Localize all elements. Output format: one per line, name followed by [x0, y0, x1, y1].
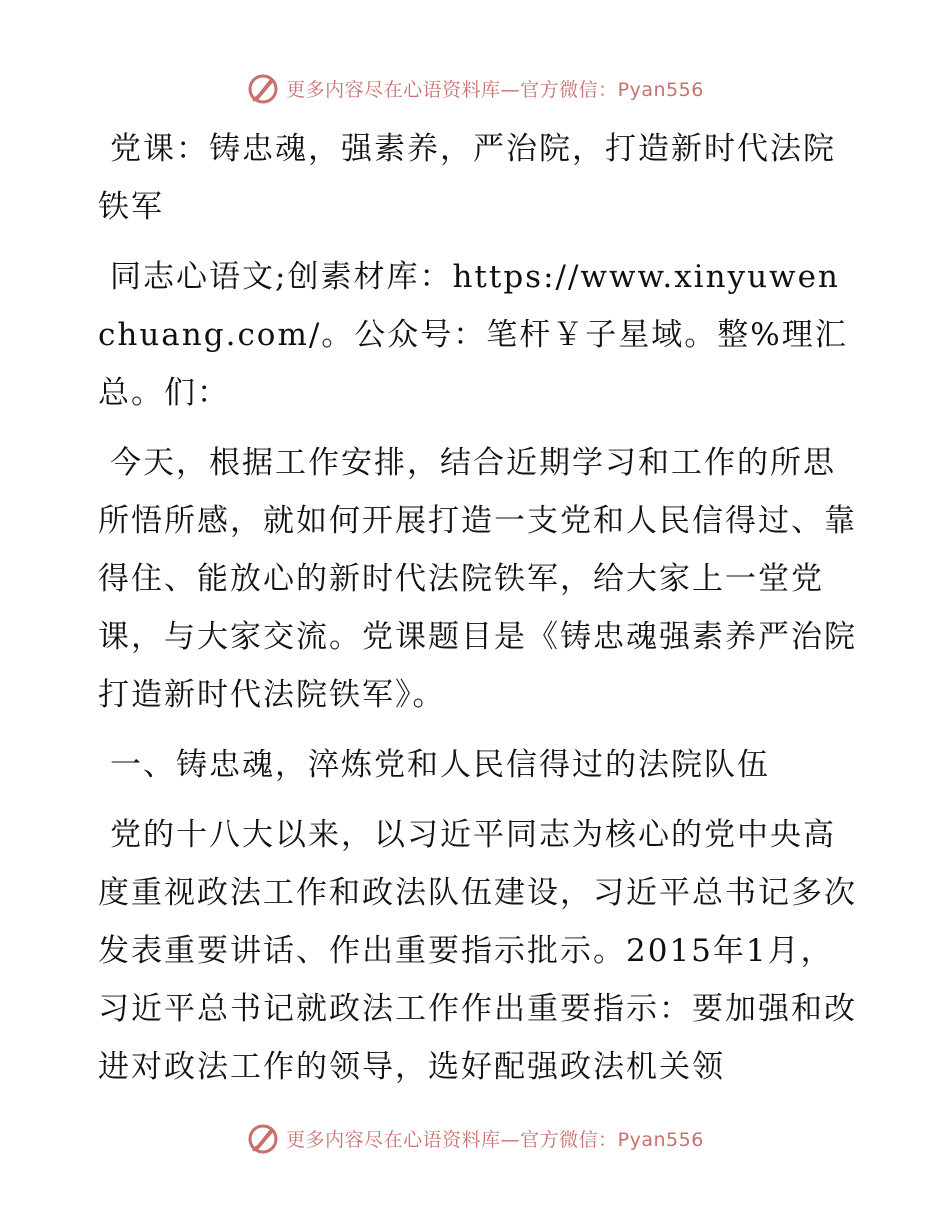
paragraph-intro: 同志心语文;创素材库：https://www.xinyuwenchuang.com/。公众号：笔杆￥子星域。整%理汇总。们： [98, 259, 848, 411]
quill-pen-circle-icon [246, 1121, 280, 1155]
section-heading-1: 一、铸忠魂，淬炼党和人民信得过的法院队伍 [110, 747, 770, 783]
footer-watermark-banner [0, 1118, 950, 1158]
quill-pen-circle-icon [246, 71, 280, 105]
header-watermark-text: 更多内容尽在心语资料库—官方微信：Pyan556 [286, 78, 704, 101]
header-watermark-banner [0, 68, 950, 108]
paragraph-section-1: 党的十八大以来，以习近平同志为核心的党中央高度重视政法工作和政法队伍建设，习近平总书记多次发表重要讲话、作出重要指示批示。2015年1月，习近平总书记就政法工作作出重要指示：要加强和改进对政法工作的领导，选好配强政法机关领 [98, 817, 857, 1085]
document-title: 党课：铸忠魂，强素养，严治院，打造新时代法院铁军 [98, 131, 836, 225]
footer-watermark-text: 更多内容尽在心语资料库—官方微信：Pyan556 [286, 1128, 704, 1151]
document-body [98, 120, 858, 1096]
paragraph-opening: 今天，根据工作安排，结合近期学习和工作的所思所悟所感，就如何开展打造一支党和人民信得过、靠得住、能放心的新时代法院铁军，给大家上一堂党课，与大家交流。党课题目是《铸忠魂强素养严治院打造新时代法院铁军》。 [98, 445, 857, 713]
